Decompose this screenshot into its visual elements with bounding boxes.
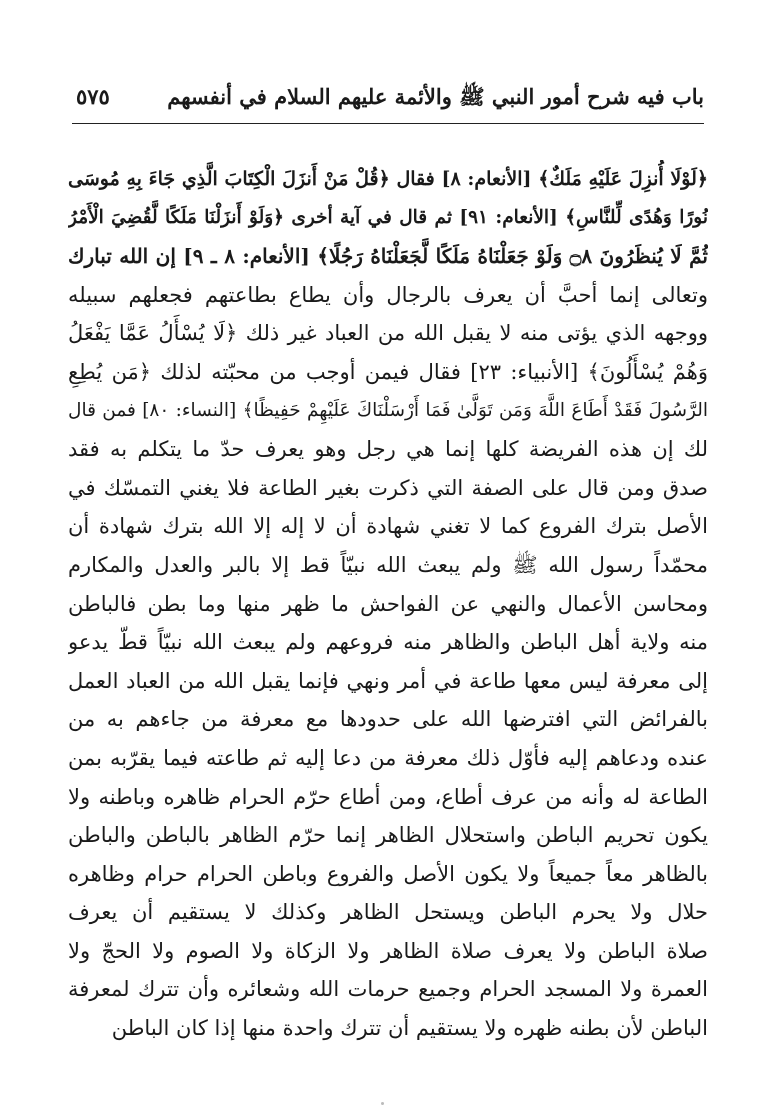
- text-line: محمّداً رسول الله ﷺ ولم يبعث الله نبيّاً قط إلا بالبر والعدل والمكارم: [68, 552, 708, 577]
- text-line: الباطن لأن بطنه ظهره ولا يستقيم أن تترك واحدة منها إذا كان الباطن: [111, 1016, 708, 1041]
- text-line: لك إن هذه الفريضة كلها إنما هي رجل وهو يعرف حدّ ما يتكلم به فقد: [68, 437, 708, 462]
- text-line: ﴿لَوْلَا أُنزِلَ عَلَيْهِ مَلَكٌ﴾ [الأنعام: ٨] فقال ﴿قُلْ مَنْ أَنزَلَ الْكِتَابَ الَّذِي جَاءَ بِهِ مُوسَى: [68, 168, 708, 190]
- text-line: نُورًا وَهُدًى لِّلنَّاسِ﴾ [الأنعام: ٩١] ثم قال في آية أخرى ﴿وَلَوْ أَنزَلْنَا مَلَكًا لَّقُضِيَ الْأَمْرُ: [68, 206, 708, 228]
- text-line: ثُمَّ لَا يُنظَرُونَ ۝٨ وَلَوْ جَعَلْنَاهُ مَلَكًا لَّجَعَلْنَاهُ رَجُلًا﴾ [الأنعام: ٨ ـ ٩] إن الله تبارك: [68, 244, 708, 269]
- text-line: ووجهه الذي يؤتى منه لا يقبل الله من العباد غير ذلك ﴿لَا يُسْأَلُ عَمَّا يَفْعَلُ: [68, 321, 708, 346]
- text-line: عنده ودعاهم إليه فأوّل ذلك معرفة من دعا إليه ثم طاعته فيما يقرّبه بمن: [68, 745, 708, 770]
- text-line: إلى معرفة ليس معها طاعة في أمر ونهي فإنما يقبل الله من العباد العمل: [68, 668, 708, 693]
- text-line: منه ولاية أهل الباطن والظاهر منه فروعهم ولم يبعث الله نبيّاً قطّ يدعو: [68, 630, 708, 655]
- text-line: وتعالى إنما أحبَّ أن يعرف بالرجال وأن يطاع بطاعتهم فجعلهم سبيله: [68, 282, 708, 307]
- page-header: [72, 82, 704, 118]
- text-line: بالفرائض التي افترضها الله على حدودها مع معرفة من جاءهم به من: [68, 707, 708, 732]
- header-rule: [72, 123, 704, 124]
- text-line: الأصل بترك الفروع كما لا تغني شهادة أن لا إله إلا الله بترك شهادة أن: [68, 514, 708, 539]
- text-line: يكون تحريم الباطن واستحلال الظاهر إنما حرّم الظاهر بالباطن والباطن: [68, 823, 708, 848]
- text-line: العمرة ولا المسجد الحرام وجميع حرمات الله وشعائره وأن تترك لمعرفة: [68, 977, 708, 1002]
- text-line: حلال ولا يحرم الباطن ويستحل الظاهر وكذلك لا يستقيم أن يعرف: [68, 900, 708, 925]
- page-number: ٥٧٥: [76, 84, 110, 109]
- scan-speck: [381, 1102, 384, 1105]
- text-line: الرَّسُولَ فَقَدْ أَطَاعَ اللَّهَ وَمَن تَوَلَّىٰ فَمَا أَرْسَلْنَاكَ عَلَيْهِمْ حَفِيظًا﴾ [النساء: ٨٠] فمن قال: [68, 399, 708, 421]
- running-title: باب فيه شرح أمور النبي ﷺ والأئمة عليهم السلام في أنفسهم: [167, 84, 704, 109]
- text-line: صلاة الباطن ولا يعرف صلاة الظاهر ولا الزكاة ولا الصوم ولا الحجّ ولا: [68, 938, 708, 963]
- text-line: بالظاهر معاً جميعاً ولا يكون الأصل والفروع وباطن الحرام حرام وظاهره: [68, 861, 708, 886]
- body-text: [68, 160, 708, 1048]
- text-line: ومحاسن الأعمال والنهي عن الفواحش ما ظهر منها وما بطن فالباطن: [68, 591, 708, 616]
- text-line: صدق ومن قال على الصفة التي ذكرت بغير الطاعة فلا يغني التمسّك في: [68, 475, 708, 500]
- text-line: الطاعة له وأنه من عرف أطاع، ومن أطاع حرّم الحرام ظاهره وباطنه ولا: [68, 784, 708, 809]
- text-line: وَهُمْ يُسْأَلُونَ﴾ [الأنبياء: ٢٣] فقال فيمن أوجب من محبّته لذلك ﴿مَن يُطِعِ: [68, 359, 708, 384]
